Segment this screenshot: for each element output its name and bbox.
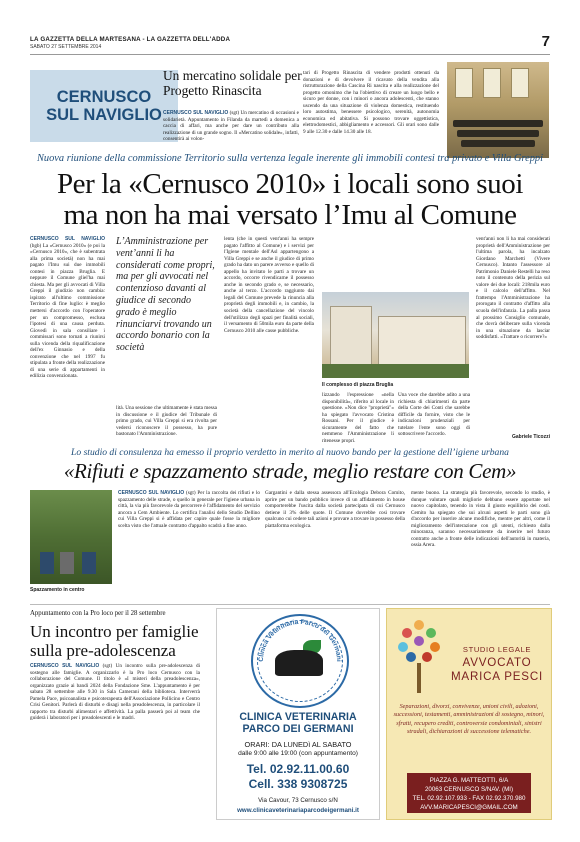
law-address-line1: PIAZZA G. MATTEOTTI, 6/A [429, 777, 509, 784]
street-cleaning-photo [30, 490, 112, 584]
building-photo [322, 292, 469, 378]
vet-address: Via Cavour, 73 Cernusco s/N [258, 797, 338, 804]
room-photo [447, 62, 549, 158]
story3-headline [30, 622, 200, 660]
story2-photo-caption: Spazzamento in centro [30, 587, 85, 593]
section-badge [30, 70, 178, 142]
dateline: SABATO 27 SETTEMBRE 2014 [30, 44, 102, 50]
story1-kicker: Nuova riunione della commissione Territorio sulla vertenza legale inerente gli immobili contesi tra privato e Villa Greppi [36, 153, 543, 164]
story2-headline: «Rifiuti e spazzamento strade, meglio restare con Cem» [63, 459, 517, 483]
story3-headline-line2: sulla pre-adolescenza [30, 641, 176, 660]
story3-body [30, 663, 200, 722]
story1-byline: Gabriele Ticozzi [512, 434, 550, 440]
story3-text: (sgt) Un incontro sulla pre-adolescenza di sostegno alle famiglie. A organizzarlo è la Pro loco Cernusco con la collaborazione del Comune. Il titolo è «I misteri della preadolescenza», organizzato grazie ai bandi 2024 della Fondazione Sme. L'appuntamento è per sabato 28 settembre alle 9.30 in Sala Camerani della biblioteca. Interverrà Pamela Pace, psicoanalista e psicoterapeuta dell'Associazione Pollicino e Centro Crisi Genitori. Parlerà di disturbi e disagi nella preadolescenza, in particolare il rapporto tra disturbi alimentari e affettività. La palla passerà poi al team che guiderà i laboratori per i preadolescenti e le madri. [30, 663, 200, 722]
law-firm-contact [407, 773, 531, 813]
tree-people-icon [393, 615, 445, 697]
story1-body-col6: vent'anni non li ha mai considerati proprietà dell'Amministrazione per l'ultima parola, ha incalzato Giordano Marchetti (Vivere Cernusco). Intanto l'assessore al Patrimonio Daniele Restelli ha reso noto il contenuto della perizia sul valore dei due locali: 218mila euro e il calcolo dell'affitto. Nel frattempo l'Amministrazione ha prorogato il contratto d'affitto alla scuola dell'infanzia. La palla passa al prossimo Consiglio comunale, che dovrà deliberare sulla vicenda in una situazione da lasciar soddisfatti. «Trattare o ricorrere?» [476, 236, 550, 341]
story1-tag: CERNUSCO SUL NAVIGLIO [30, 236, 105, 242]
story1-headline-line1: Per la «Cernusco 2010» i locali sono suoi [56, 168, 524, 200]
law-address-line2: 20063 CERNUSCO S/NAV. (MI) [424, 786, 514, 793]
mercatino-text-1: (sgt) Un mercatino di occasioni e solidarietà. Appuntamento in Filanda da martedì a domenica a caccia di affari, ma anche per dare un contributo alla realizzazione di un grande sogno. Il «Mercatino solidale», infatti, consentirà ai volon- [163, 110, 299, 143]
story2-text-1: (sgt) Per la raccolta dei rifiuti e lo spazzamento delle strade, o quello in generale per l'igiene urbana in città, la via più favorevole da percorrere è l'affidamento del servizio ancora a Cem Ambiente. Lo certifica l'analisi dello Studio Dellino cui Villa Greppi si è affidata per capire quale fosse la migliore scelta visto che l'attuale contratto d'appalto scadrà a fine anno. [118, 490, 260, 529]
story2-tag: CERNUSCO SUL NAVIGLIO [118, 490, 185, 496]
section-rule [30, 604, 550, 605]
mercatino-body-col1 [163, 110, 299, 143]
header-rule [30, 54, 550, 55]
law-firm-title: AVVOCATO [462, 656, 532, 669]
vet-website-link[interactable]: www.clinicaveterinariaparcodeigermani.it [237, 807, 359, 814]
svg-text:Clinica Veterinaria Parco dei: Clinica Veterinaria Parco dei Germani [257, 618, 343, 662]
story1-headline [30, 169, 550, 231]
vet-clinic-ad [216, 608, 380, 820]
vet-phone: Tel. 02.92.11.00.60 [246, 762, 350, 776]
story1-photo-caption: Il complesso di piazza Bruglia [322, 382, 394, 388]
law-email-link[interactable]: AVV.MARICAPESCI@GMAIL.COM [420, 804, 518, 811]
vet-name-line1: CLINICA VETERINARIA [239, 711, 357, 723]
vet-logo-ring-text [253, 616, 347, 706]
mercatino-tag: CERNUSCO SUL NAVIGLIO [163, 110, 229, 116]
story1-body-col5: Una voce che darebbe adito a una richiesta di chiarimenti da parte della Corte dei Conti che sarebbe difficile da fornire, visto che le indicazioni prudenziali per tutelare l'ente sono oggi di sottoscrivere l'accordo. [398, 392, 470, 438]
section-line-1: CERNUSCO [56, 88, 152, 106]
story2-body-col1 [118, 490, 260, 529]
vet-mobile: Cell. 338 9308725 [248, 777, 348, 791]
story1-body-col3: lenta (che in questi vent'anni ha sempre pagato l'affitto al Comune) e i servizi per l'Igiene mentale dell'Asl appartengono a Villa Greppi e se anche il giudice di primo grado ha dato un parere avverso e quello di appello ha invitato le parti a trovare un accordo, occorre rivendicarne il possesso anche in secondo grado e, se necessario, anche al terzo. L'accordo raggiunto dai legali del Comune prevede la rinuncia alla proprietà degli immobili e, in cambio, la società della cancellazione del vincolo dell'utilizzo degli spazi per finalità sociali, il versamento di 50mila euro da parte della Cernusco 2010 alle casse pubbliche. [224, 236, 314, 334]
section-line-2: SUL NAVIGLIO [46, 106, 162, 124]
story3-kicker: Appuntamento con la Pro loco per il 28 settembre [30, 610, 166, 617]
story1-body-col2: lità. Una sessione che ultimamente è stata messa in discussione e il giudice del Tribunale di primo grado, cui Villa Greppi si era rivolta per vedersi riconoscere il possesso, ha pure bastonato l'Amministrazione. [116, 405, 217, 438]
vet-hours-days: ORARI: DA LUNEDì AL SABATO [244, 740, 352, 749]
vet-name-line2: PARCO DEI GERMANI [242, 723, 354, 735]
story1-body-col1 [30, 236, 105, 380]
story1-body-col4: lizzando l'espressione «nella disponibilità», riferito al locale in questione. «Non dice "proprietà"» ha spiegato l'avvocato Cristina Rossani. Per il giudice è sicuramente del fatto che nemmeno l'Amministrazione li ritenesse propri. [322, 392, 394, 444]
vet-clinic-logo [251, 614, 349, 708]
vet-clinic-name [217, 711, 379, 735]
mercatino-headline: Un mercatino solidale per Progetto Rinascita [163, 68, 302, 98]
law-firm-services: Separazioni, divorzi, convivenze, unioni civili, adozioni, successioni, testamenti, amministrazioni di sostegno, minori, sfratti, recupero crediti, controversie condominiali, sinistri stradali, dichiarazioni di successione telematiche. [393, 703, 545, 736]
story1-headline-line2: ma non ha mai versato l’Imu al Comune [63, 199, 517, 231]
story3-headline-line1: Un incontro per famiglie [30, 622, 199, 641]
law-firm-label: STUDIO LEGALE [462, 645, 532, 654]
story1-pull-quote: L’Amministrazione per vent’anni li ha considerati come propri, ma per gli avvocati nel contenzioso davanti al giudice di secondo grado è meglio rinunciarvi trovando un accordo bonario con la società [116, 236, 215, 354]
mercatino-body-col2: tari di Progetto Rinascita di vendere prodotti ottenuti da donazioni e di devolvere il ricavato della vendita alla ristrutturazione della Cascina Ri nascita e alla realizzazione del progetto omonimo che ha l'obiettivo di creare un luogo bello e sicuro per donne, con i minori o ancora adolescenti, che stanno uscendo da una situazione di violenza domestica, restituendo loro autostima, benessere psicologico, serenità, autonomia economica ed abitativa. Si possono trovare oggettistica, elettrodomestici, abbigliamento e accessori. Gli orari sono dalle 9 alle 12.30 e dalle 14.30 alle 18. [303, 70, 439, 135]
story2-body-col2: Gargantini e dalla stessa assessora all'Ecologia Debora Comito, aprire per un bando pubblico invece di un affidamento in house comporterebbe l'uscita dalla società partecipata di cui Cernusco detiene il 3% delle quote. Il Comune dovrebbe così trovare qualcuno cui cedere tali azioni e provare a trovare in possesso della piattaforma ecologica. [265, 490, 405, 529]
story1-text-1: (bgb) La «Cernusco 2010» (e poi la «Cernusco 2010», che è subentrata alla prima società) non ha mai pagato l'Imu sui due immobili contesi in piazza Bruglia. E neppure il Comune gliel'ha mai chiesta. Ma per gli avvocati di Villa Greppi il giudizio non cambia: ispirato all'ultimo commissione Territorio di fine luglio: è meglio mettersi d'accordo con l'operatore per un compromesso, esclusa l'ipotesi di una causa perduta. Giovedì in sala consiliare i commissari sono tornati a riunirsi sulla vicenda della riqualificazione dell'ex Ginnasio e della convenzione che nel 1997 fu stipulata a fronte della realizzazione di una serie di appartamenti in edilizia convenzionata. [30, 242, 105, 380]
law-firm-lawyer-name: MARICA PESCI [450, 670, 544, 683]
page-number: 7 [541, 33, 550, 50]
law-firm-ad [386, 608, 552, 820]
story2-kicker: Lo studio di consulenza ha emesso il proprio verdetto in merito al nuovo bando per la gestione dell’igiene urbana [71, 447, 509, 458]
law-phone-fax: TEL. 02.92.107.933 - FAX 02.92.370.980 [412, 795, 526, 802]
masthead: LA GAZZETTA DELLA MARTESANA - LA GAZZETTA DELL'ADDA [30, 36, 231, 43]
story3-tag: CERNUSCO SUL NAVIGLIO [30, 663, 100, 669]
vet-hours-times: dalle 9:00 alle 19:00 (con appuntamento) [238, 750, 358, 757]
story2-body-col3: mente buono. La strategia più favorevole, secondo lo studio, è dunque valutare quali migliorie debbano essere apportate nel nuovo capitolato, tenendo in vista il giusto equilibrio dei costi. Cemito ha spiegato che sui alcuni aspetti le parti sono già d'accordo per inserire alcune modifiche, mentre per altri, come il miglioramento dell'interazione con gli utenti, richiesto dalla minoranza, saranno necessariamente da inserire nel futuro contratto anche a fronte delle indicazioni dell'autorità in materia, ossia Arera. [411, 490, 550, 549]
